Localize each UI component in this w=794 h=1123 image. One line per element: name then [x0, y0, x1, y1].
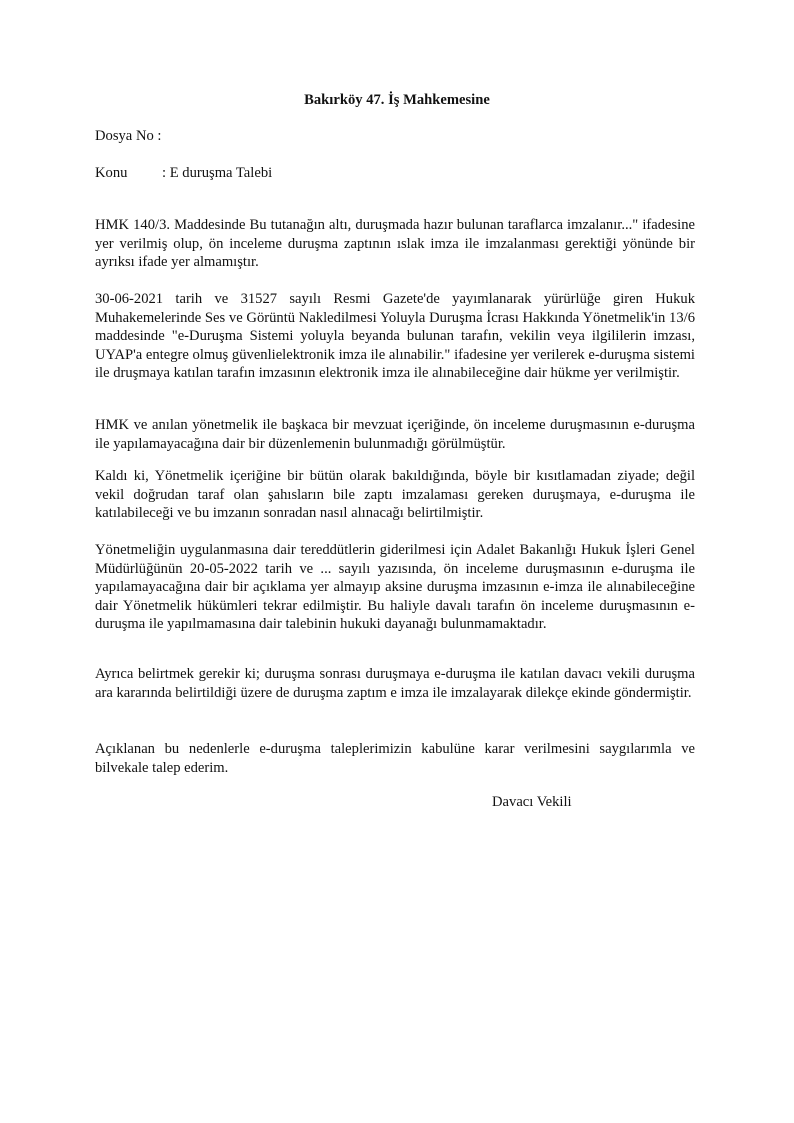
paragraph-text: Kaldı ki, Yönetmelik içeriğine bir bütün olarak bakıldığında, böyle bir kısıtlamadan ziyade; değil vekil doğrudan taraf olan şahısların bile zaptı imzalaması gereken duruşmaya, e-duruşma ile katılabileceği ve bu imzanın sonradan nasıl alınacağı belirtilmiştir.	[95, 468, 695, 522]
court-heading: Bakırköy 47. İş Mahkemesine	[304, 92, 490, 108]
paragraph-text: Ayrıca belirtmek gerekir ki; duruşma sonrası duruşmaya e-duruşma ile katılan davacı vekili duruşma ara kararında belirtildiği üzere de duruşma zaptım e imza ile imzalayarak dilekçe ekinde göndermiştir.	[95, 666, 695, 701]
subject-value: : E duruşma Talebi	[162, 165, 273, 181]
paragraph-3	[95, 416, 695, 453]
paragraph-1	[95, 216, 695, 272]
paragraph-4	[95, 467, 695, 523]
paragraph-text: 30-06-2021 tarih ve 31527 sayılı Resmi Gazete'de yayımlanarak yürürlüğe giren Hukuk Muhakemelerinde Ses ve Görüntü Nakledilmesi Yoluyla Duruşma İcrası Hakkında Yönetmelik'in 13/6 maddesinde "e-Duruşma Sistemi yoluyla beyanda bulunan tarafın, vekilin veya ilgililerin imzası, UYAP'a entegre olmuş güvenlielektronik imza ile alınabilir." ifadesine yer verilerek e-duruşma sistemi ile druşmaya katılan tarafın imzasının elektronik imza ile alınabileceğine dair hükme yer verilmiştir.	[95, 291, 695, 382]
paragraph-7	[95, 740, 695, 777]
paragraph-text: HMK 140/3. Maddesinde Bu tutanağın altı, duruşmada hazır bulunan taraflarca imzalanır..." ifadesine yer verilmiş olup, ön inceleme duruşma zaptının ıslak imza ile imzalanması gerektiği yönünde bir ayrıksı ifade yer almamıştır.	[95, 217, 695, 271]
paragraph-text: Açıklanan bu nedenlerle e-duruşma taleplerimizin kabulüne karar verilmesini saygılarımla ve bilvekale talep ederim.	[95, 741, 695, 776]
paragraph-2	[95, 290, 695, 383]
file-number-line	[95, 127, 161, 146]
paragraph-text: HMK ve anılan yönetmelik ile başkaca bir mevzuat içeriğinde, ön inceleme duruşmasının e-duruşma ile yapılamayacağına dair bir düzenlemenin bulunmadığı görülmüştür.	[95, 417, 695, 452]
signature-line: Davacı Vekili	[492, 794, 572, 810]
paragraph-5	[95, 541, 695, 634]
subject-line	[95, 164, 272, 183]
subject-label: Konu	[95, 165, 128, 181]
paragraph-text: Yönetmeliğin uygulanmasına dair tereddütlerin giderilmesi için Adalet Bakanlığı Hukuk İşleri Genel Müdürlüğünün 20-05-2022 tarih ve ... sayılı yazısında, ön inceleme duruşmasının e-duruşma ile yapılamayacağına dair bir açıklama yer almayıp aksine duruşma imzasının e-imza ile alınabileceğine dair Yönetmelik hükümleri tekrar edilmiştir. Bu haliyle davalı tarafın ön inceleme duruşmasının e-duruşma ile yapılmamasına dair talebinin hukuki dayanağı bulunmamaktadır.	[95, 542, 695, 633]
file-number-label: Dosya No :	[95, 128, 162, 144]
paragraph-6	[95, 665, 695, 702]
